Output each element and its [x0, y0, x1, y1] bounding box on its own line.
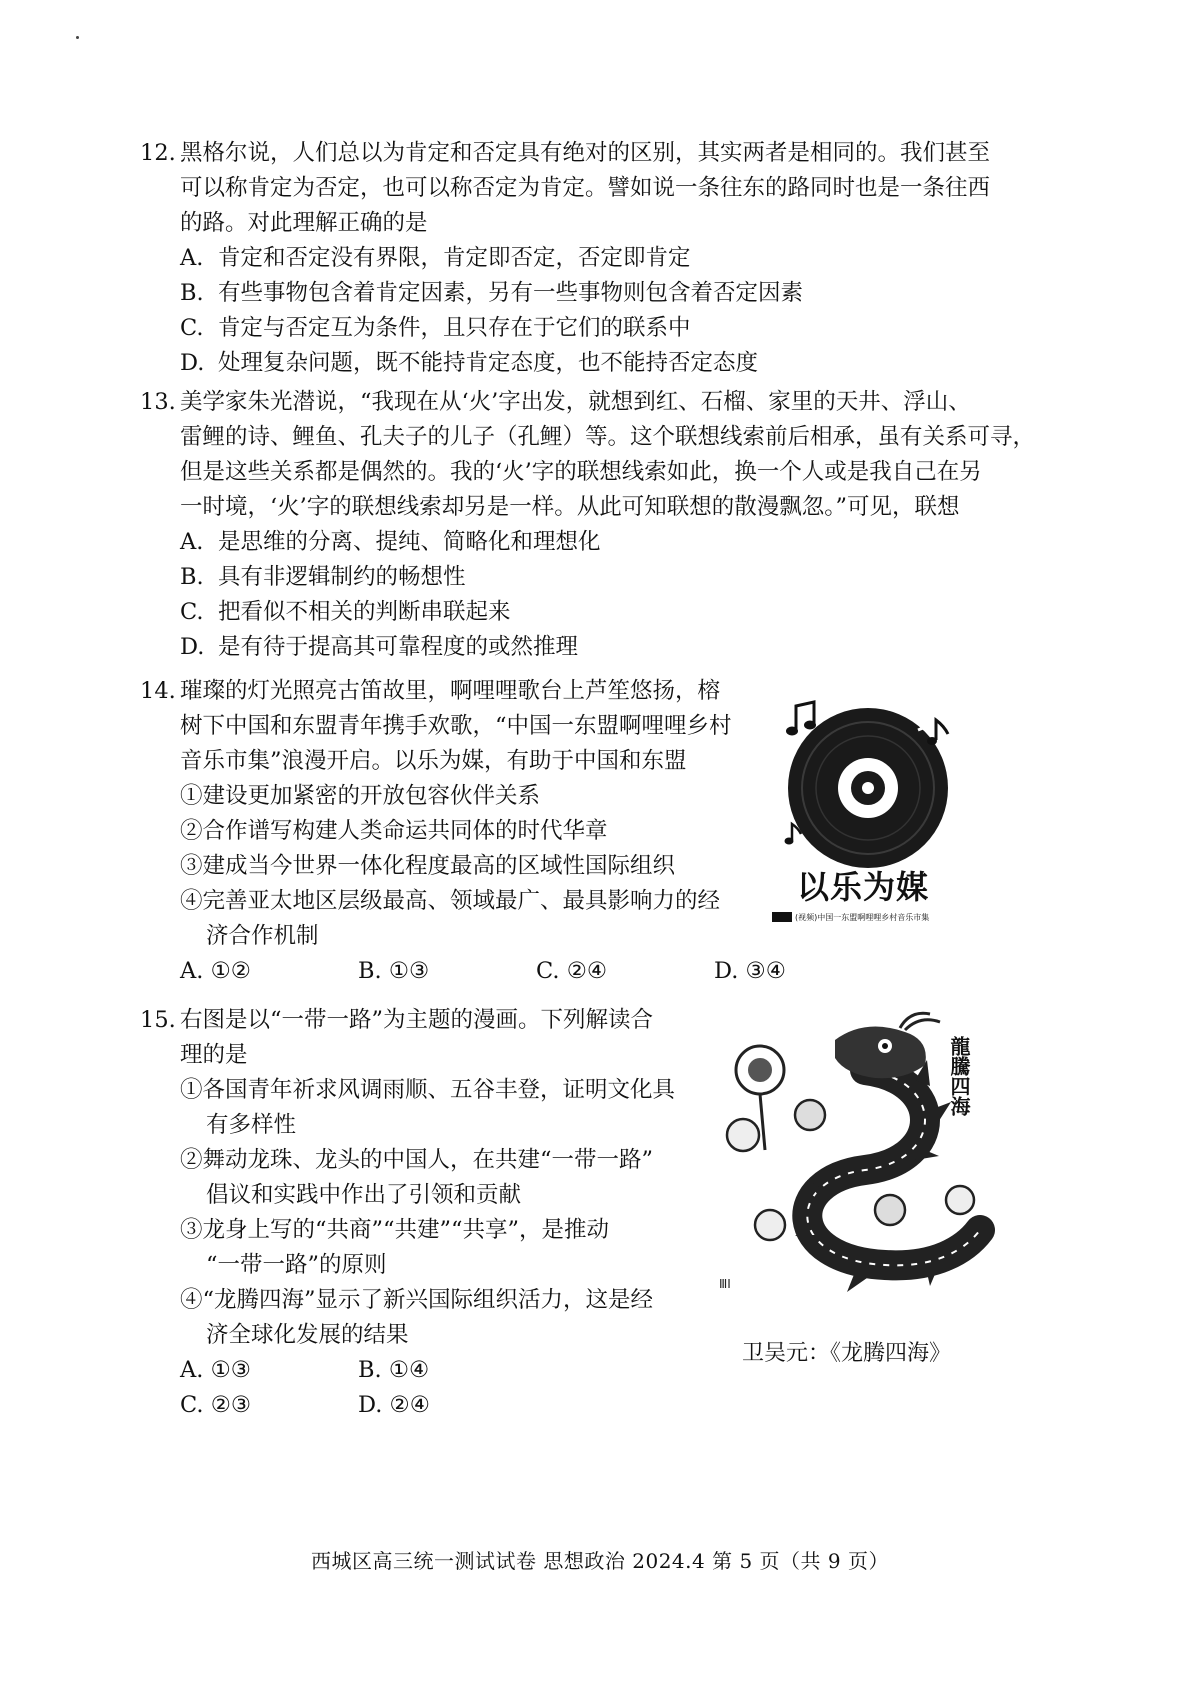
option-a[interactable]: A. ①② [180, 958, 251, 984]
option-b[interactable]: B. ①④ [358, 1357, 430, 1383]
question-number: 12. [140, 140, 176, 166]
answer-options-row-2 [140, 1388, 675, 1423]
question-stem-line: 璀璨的灯光照亮古笛故里，啊哩哩歌台上芦笙悠扬，榕 [180, 678, 721, 704]
option-d[interactable]: D. ③④ [714, 958, 786, 984]
statement-1: ①各国青年祈求风调雨顺、五谷丰登，证明文化具 [180, 1077, 676, 1103]
question-stem-line: 理的是 [180, 1042, 248, 1068]
question-stem-line: 雷鲤的诗、鲤鱼、孔夫子的儿子（孔鲤）等。这个联想线索前后相承，虽有关系可寻， [180, 424, 1036, 450]
question-number: 13. [140, 389, 176, 415]
question-12 [140, 136, 990, 381]
page-footer: 西城区高三统一测试试卷 思想政治 2024.4 第 5 页（共 9 页） [311, 1549, 889, 1573]
statement-4-continued: 济全球化发展的结果 [206, 1322, 409, 1348]
question-stem-line: 树下中国和东盟青年携手欢歌，“中国一东盟啊哩哩乡村 [180, 713, 732, 739]
statement-3: ③建成当今世界一体化程度最高的区域性国际组织 [180, 853, 676, 879]
poster-title: 以乐为媒 [796, 868, 929, 906]
option-c[interactable]: C. 把看似不相关的判断串联起来 [180, 599, 511, 625]
option-c[interactable]: C. 肯定与否定互为条件，且只存在于它们的联系中 [180, 315, 691, 341]
statement-1: ①建设更加紧密的开放包容伙伴关系 [180, 783, 541, 809]
svg-text:ⅢI: ⅢI [719, 1277, 731, 1291]
option-a[interactable]: A. ①③ [180, 1357, 251, 1383]
question-13 [140, 385, 1035, 665]
option-a[interactable]: A. 是思维的分离、提纯、简略化和理想化 [180, 529, 601, 555]
option-d[interactable]: D. ②④ [358, 1392, 430, 1418]
question-stem-line: 但是这些关系都是偶然的。我的‘火’字的联想线索如此，换一个人或是我自己在另 [180, 459, 982, 485]
option-d[interactable]: D. 是有待于提高其可靠程度的或然推理 [180, 634, 579, 660]
option-b[interactable]: B. 具有非逻辑制约的畅想性 [180, 564, 466, 590]
question-stem-line: 可以称肯定为否定，也可以称否定为肯定。譬如说一条往东的路同时也是一条往西 [180, 175, 991, 201]
option-b[interactable]: B. 有些事物包含着肯定因素，另有一些事物则包含着否定因素 [180, 280, 804, 306]
question-15 [140, 1003, 675, 1423]
cartoon-caption: 卫吴元：《龙腾四海》 [742, 1341, 952, 1366]
question-14 [140, 674, 786, 989]
option-c[interactable]: C. ②④ [536, 958, 608, 984]
question-stem-line: 右图是以“一带一路”为主题的漫画。下列解读合 [180, 1007, 654, 1033]
option-a[interactable]: A. 肯定和否定没有界限，肯定即否定，否定即肯定 [180, 245, 691, 271]
dragon-cartoon-image [715, 1010, 1000, 1300]
question-number: 14. [140, 678, 176, 704]
answer-options-row-1 [140, 1353, 675, 1388]
statement-2: ②合作谱写构建人类命运共同体的时代华章 [180, 818, 608, 844]
option-c[interactable]: C. ②③ [180, 1392, 252, 1418]
statement-4: ④完善亚太地区层级最高、领域最广、最具影响力的经 [180, 888, 721, 914]
question-number: 15. [140, 1007, 176, 1033]
option-b[interactable]: B. ①③ [358, 958, 430, 984]
scan-speck [76, 36, 79, 39]
answer-options [140, 954, 786, 989]
option-d[interactable]: D. 处理复杂问题，既不能持肯定态度，也不能持否定态度 [180, 350, 759, 376]
video-badge-icon [772, 912, 792, 922]
question-stem-line: 美学家朱光潜说，“我现在从‘火’字出发，就想到红、石榴、家里的天井、浮山、 [180, 389, 971, 415]
statement-1-continued: 有多样性 [206, 1112, 297, 1138]
question-stem-line: 的路。对此理解正确的是 [180, 210, 428, 236]
artwork-stamp: 龍騰四海 [947, 1036, 971, 1116]
question-stem-line: 音乐市集”浪漫开启。以乐为媒，有助于中国和东盟 [180, 748, 687, 774]
statement-4-continued: 济合作机制 [206, 923, 319, 949]
statement-2: ②舞动龙珠、龙头的中国人，在共建“一带一路” [180, 1147, 654, 1173]
question-stem-line: 一时境，‘火’字的联想线索却另是一样。从此可知联想的散漫飘忽。”可见，联想 [180, 494, 960, 520]
question-stem-line: 黑格尔说，人们总以为肯定和否定具有绝对的区别，其实两者是相同的。我们甚至 [180, 140, 991, 166]
statement-2-continued: 倡议和实践中作出了引领和贡献 [206, 1182, 522, 1208]
poster-caption: (视频)中国一东盟啊哩哩乡村音乐市集 [772, 910, 958, 924]
statement-4: ④“龙腾四海”显示了新兴国际组织活力，这是经 [180, 1287, 654, 1313]
music-poster-image [768, 690, 958, 930]
statement-3: ③龙身上写的“共商”“共建”“共享”，是推动 [180, 1217, 610, 1243]
statement-3-continued: “一带一路”的原则 [206, 1252, 387, 1278]
